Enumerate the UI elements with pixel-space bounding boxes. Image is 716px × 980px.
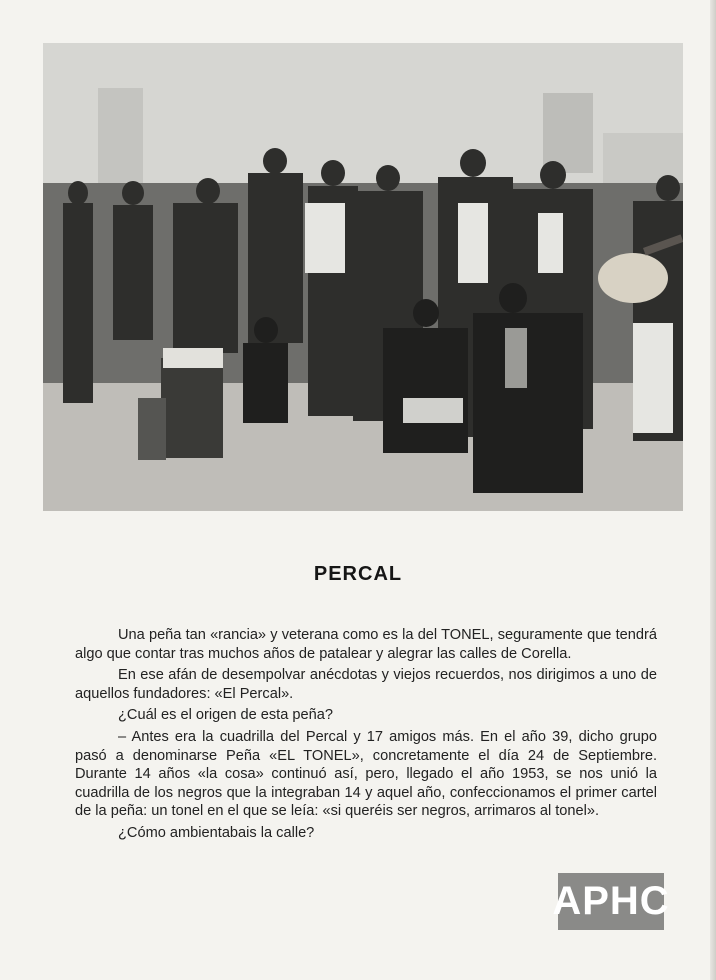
question-paragraph: ¿Cómo ambientabais la calle? [118, 824, 315, 841]
page-edge-shadow [710, 0, 716, 980]
aphc-watermark-logo: APHC [558, 873, 664, 930]
answer-paragraph: – Antes era la cuadrilla del Percal y 17 amigos más. En el año 39, dicho grupo pasó a denominarse Peña «EL TONEL», concretamente el día 24 de Septiembre. Durante 14 años «la cosa» continuó así, pero, llegado el año 1953, se nos unió la cuadrilla de los negros que la integraban 14 y aquel año, confeccionamos el primer cartel de la peña: un tonel en el que se leía: «si queréis ser negros, arrimaros al tonel». [75, 728, 657, 820]
paragraph: Una peña tan «rancia» y veterana como es la del TONEL, seguramente que tendrá algo que contar tras muchos años de patalear y alegrar las calles de Corella. [75, 627, 657, 662]
paragraph: En ese afán de desempolvar anécdotas y viejos recuerdos, nos dirigimos a uno de aquellos fundadores: «El Percal». [75, 667, 657, 702]
group-photograph [43, 43, 683, 511]
article-title: PERCAL [313, 563, 403, 585]
question-paragraph: ¿Cuál es el origen de esta peña? [118, 707, 333, 724]
article-body [75, 626, 657, 846]
